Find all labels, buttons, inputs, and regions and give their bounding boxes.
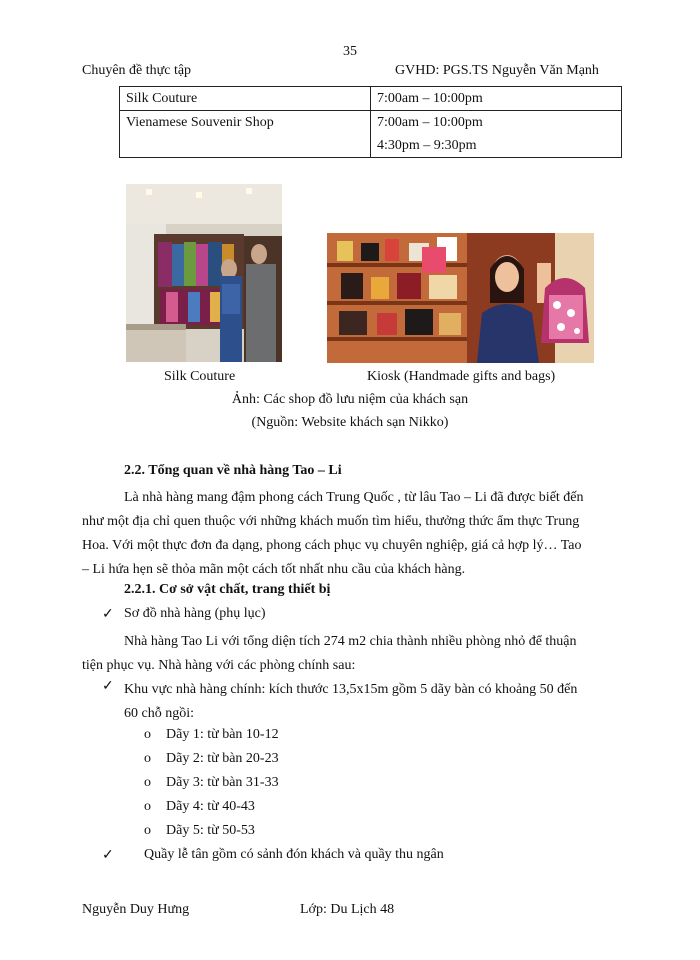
table-row bbox=[120, 111, 622, 158]
left-photo-caption: Silk Couture bbox=[164, 369, 236, 384]
header-right: GVHD: PGS.TS Nguyễn Văn Mạnh bbox=[395, 63, 599, 78]
bullet-icon: o bbox=[144, 799, 151, 814]
list-item: Dãy 1: từ bàn 10-12 bbox=[166, 727, 279, 742]
paragraph-line: như một địa chỉ quen thuộc với những khách muốn tìm hiểu, thưởng thức ẩm thực Trung bbox=[82, 514, 580, 529]
paragraph-line: Là nhà hàng mang đậm phong cách Trung Quốc , từ lâu Tao – Li đã được biết đến bbox=[124, 490, 584, 505]
check-item: Quầy lễ tân gồm có sảnh đón khách và quầy thu ngân bbox=[144, 847, 444, 862]
header-left: Chuyên đề thực tập bbox=[82, 63, 192, 78]
right-photo-caption: Kiosk (Handmade gifts and bags) bbox=[367, 369, 556, 384]
time-value: 4:30pm – 9:30pm bbox=[377, 138, 477, 153]
check-icon: ✓ bbox=[102, 679, 114, 694]
paragraph-line: – Li hứa hẹn sẽ thỏa mãn một cách tốt nhất nhu cầu của khách hàng. bbox=[82, 562, 466, 577]
kiosk-photo bbox=[327, 233, 594, 363]
paragraph-line: Hoa. Với một thực đơn đa dạng, phong cách phục vụ chuyên nghiệp, giá cả hợp lý… Tao bbox=[82, 538, 582, 553]
section-heading-2-2: 2.2. Tổng quan về nhà hàng Tao – Li bbox=[124, 463, 342, 478]
time-value: 7:00am – 10:00pm bbox=[377, 91, 483, 106]
hours-table bbox=[119, 86, 622, 158]
check-icon: ✓ bbox=[102, 607, 114, 622]
table-cell: Vienamese Souvenir Shop bbox=[120, 111, 371, 158]
bullet-icon: o bbox=[144, 751, 151, 766]
table-cell: Silk Couture bbox=[120, 87, 371, 111]
footer-left: Nguyễn Duy Hưng bbox=[82, 902, 190, 917]
figure-caption: Ảnh: Các shop đồ lưu niệm của khách sạn bbox=[231, 392, 469, 407]
time-value: 7:00am – 10:00pm bbox=[377, 115, 483, 130]
check-item-continued: 60 chỗ ngồi: bbox=[124, 706, 194, 721]
bullet-icon: o bbox=[144, 727, 151, 742]
list-item: Dãy 3: từ bàn 31-33 bbox=[166, 775, 279, 790]
list-item: Dãy 4: từ 40-43 bbox=[166, 799, 255, 814]
check-icon: ✓ bbox=[102, 848, 114, 863]
table-cell bbox=[371, 111, 622, 158]
check-item: Sơ đồ nhà hàng (phụ lục) bbox=[124, 606, 266, 621]
section-heading-2-2-1: 2.2.1. Cơ sở vật chất, trang thiết bị bbox=[124, 582, 331, 597]
paragraph-line: tiện phục vụ. Nhà hàng với các phòng chính sau: bbox=[82, 658, 356, 673]
list-item: Dãy 2: từ bàn 20-23 bbox=[166, 751, 279, 766]
figure-source: (Nguồn: Website khách sạn Nikko) bbox=[251, 415, 449, 430]
footer-right: Lớp: Du Lịch 48 bbox=[300, 902, 395, 917]
silk-couture-photo bbox=[126, 184, 282, 362]
page-number: 35 bbox=[343, 44, 357, 59]
table-row bbox=[120, 87, 622, 111]
bullet-icon: o bbox=[144, 823, 151, 838]
check-item: Khu vực nhà hàng chính: kích thước 13,5x15m gồm 5 dãy bàn có khoảng 50 đến bbox=[124, 682, 578, 697]
list-item: Dãy 5: từ 50-53 bbox=[166, 823, 255, 838]
paragraph-line: Nhà hàng Tao Li với tổng diện tích 274 m2 chia thành nhiều phòng nhỏ để thuận bbox=[124, 634, 577, 649]
bullet-icon: o bbox=[144, 775, 151, 790]
table-cell bbox=[371, 87, 622, 111]
